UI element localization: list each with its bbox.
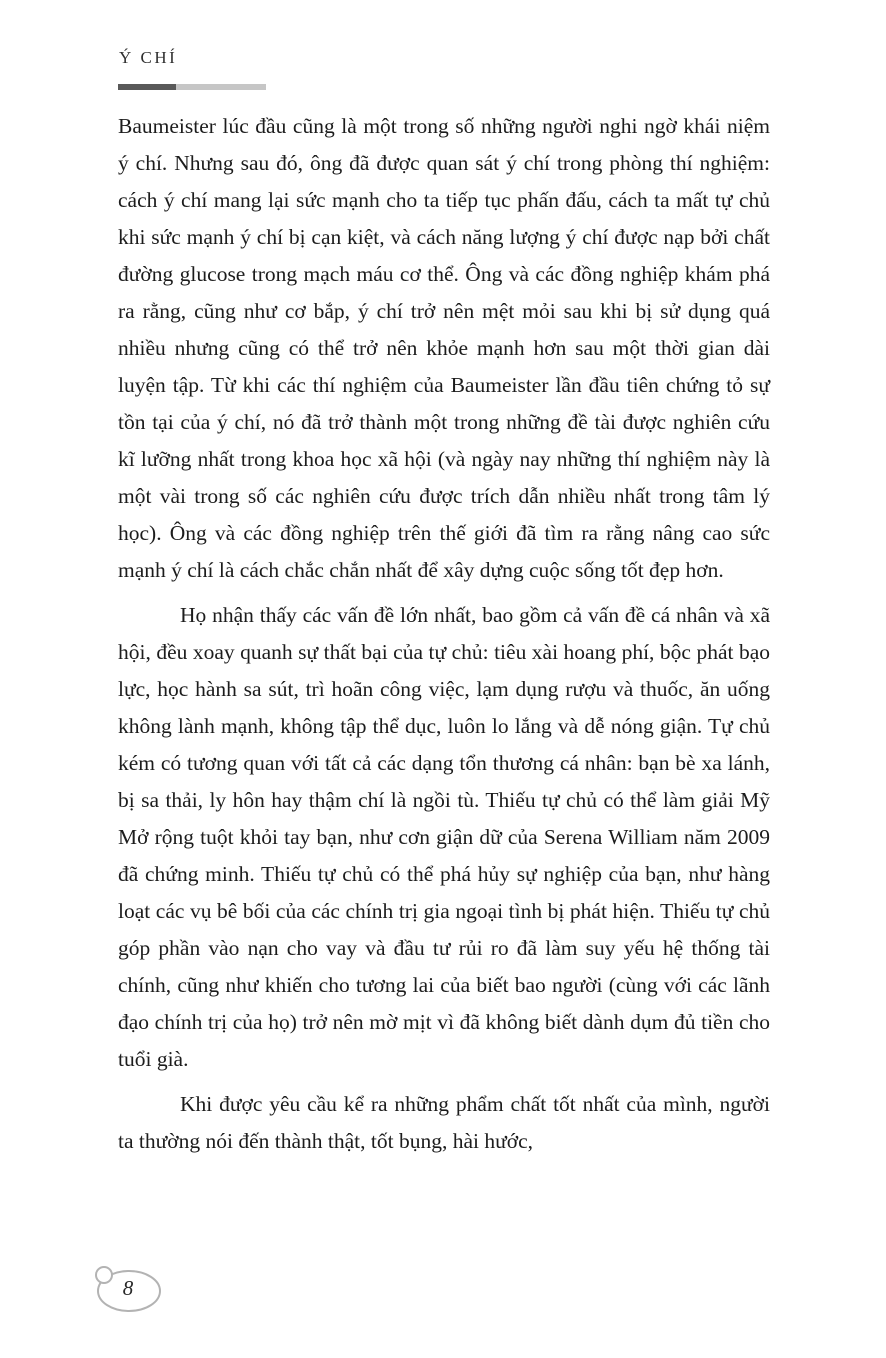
- running-header: Ý CHÍ: [119, 48, 178, 67]
- page-number: 8: [122, 1276, 134, 1300]
- header-rule-light-segment: [176, 84, 266, 90]
- header-rule: [118, 84, 266, 90]
- body-text: [118, 108, 770, 1168]
- paragraph-3: Khi được yêu cầu kể ra những phẩm chất tốt nhất của mình, người ta thường nói đến thành thật, tốt bụng, hài hước,: [118, 1092, 770, 1153]
- page-number-badge: [93, 1266, 163, 1314]
- header-rule-dark-segment: [118, 84, 176, 90]
- paragraph-1: Baumeister lúc đầu cũng là một trong số những người nghi ngờ khái niệm ý chí. Nhưng sau đó, ông đã được quan sát ý chí trong phòng thí nghiệm: cách ý chí mang lại sức mạnh cho ta tiếp tục phấn đấu, cách ta mất tự chủ khi sức mạnh ý chí bị cạn kiệt, và cách năng lượng ý chí được nạp bởi chất đường glucose trong mạch máu cơ thể. Ông và các đồng nghiệp khám phá ra rằng, cũng như cơ bắp, ý chí trở nên mệt mỏi sau khi bị sử dụng quá nhiều nhưng cũng có thể trở nên khỏe mạnh hơn sau một thời gian dài luyện tập. Từ khi các thí nghiệm của Baumeister lần đầu tiên chứng tỏ sự tồn tại của ý chí, nó đã trở thành một trong những đề tài được nghiên cứu kĩ lưỡng nhất trong khoa học xã hội (và ngày nay những thí nghiệm này là một vài trong số các nghiên cứu được trích dẫn nhiều nhất trong tâm lý học). Ông và các đồng nghiệp trên thế giới đã tìm ra rằng nâng cao sức mạnh ý chí là cách chắc chắn nhất để xây dựng cuộc sống tốt đẹp hơn.: [118, 114, 770, 582]
- paragraph-2: Họ nhận thấy các vấn đề lớn nhất, bao gồm cả vấn đề cá nhân và xã hội, đều xoay quanh sự thất bại của tự chủ: tiêu xài hoang phí, bộc phát bạo lực, học hành sa sút, trì hoãn công việc, lạm dụng rượu và thuốc, ăn uống không lành mạnh, không tập thể dục, luôn lo lắng và dễ nóng giận. Tự chủ kém có tương quan với tất cả các dạng tổn thương cá nhân: bạn bè xa lánh, bị sa thải, ly hôn hay thậm chí là ngồi tù. Thiếu tự chủ có thể làm giải Mỹ Mở rộng tuột khỏi tay bạn, như cơn giận dữ của Serena William năm 2009 đã chứng minh. Thiếu tự chủ có thể phá hủy sự nghiệp của bạn, như hàng loạt các vụ bê bối của các chính trị gia ngoại tình bị phát hiện. Thiếu tự chủ góp phần vào nạn cho vay và đầu tư rủi ro đã làm suy yếu hệ thống tài chính, cũng như khiến cho tương lai của biết bao người (cùng với các lãnh đạo chính trị của họ) trở nên mờ mịt vì đã không biết dành dụm đủ tiền cho tuổi già.: [118, 603, 770, 1071]
